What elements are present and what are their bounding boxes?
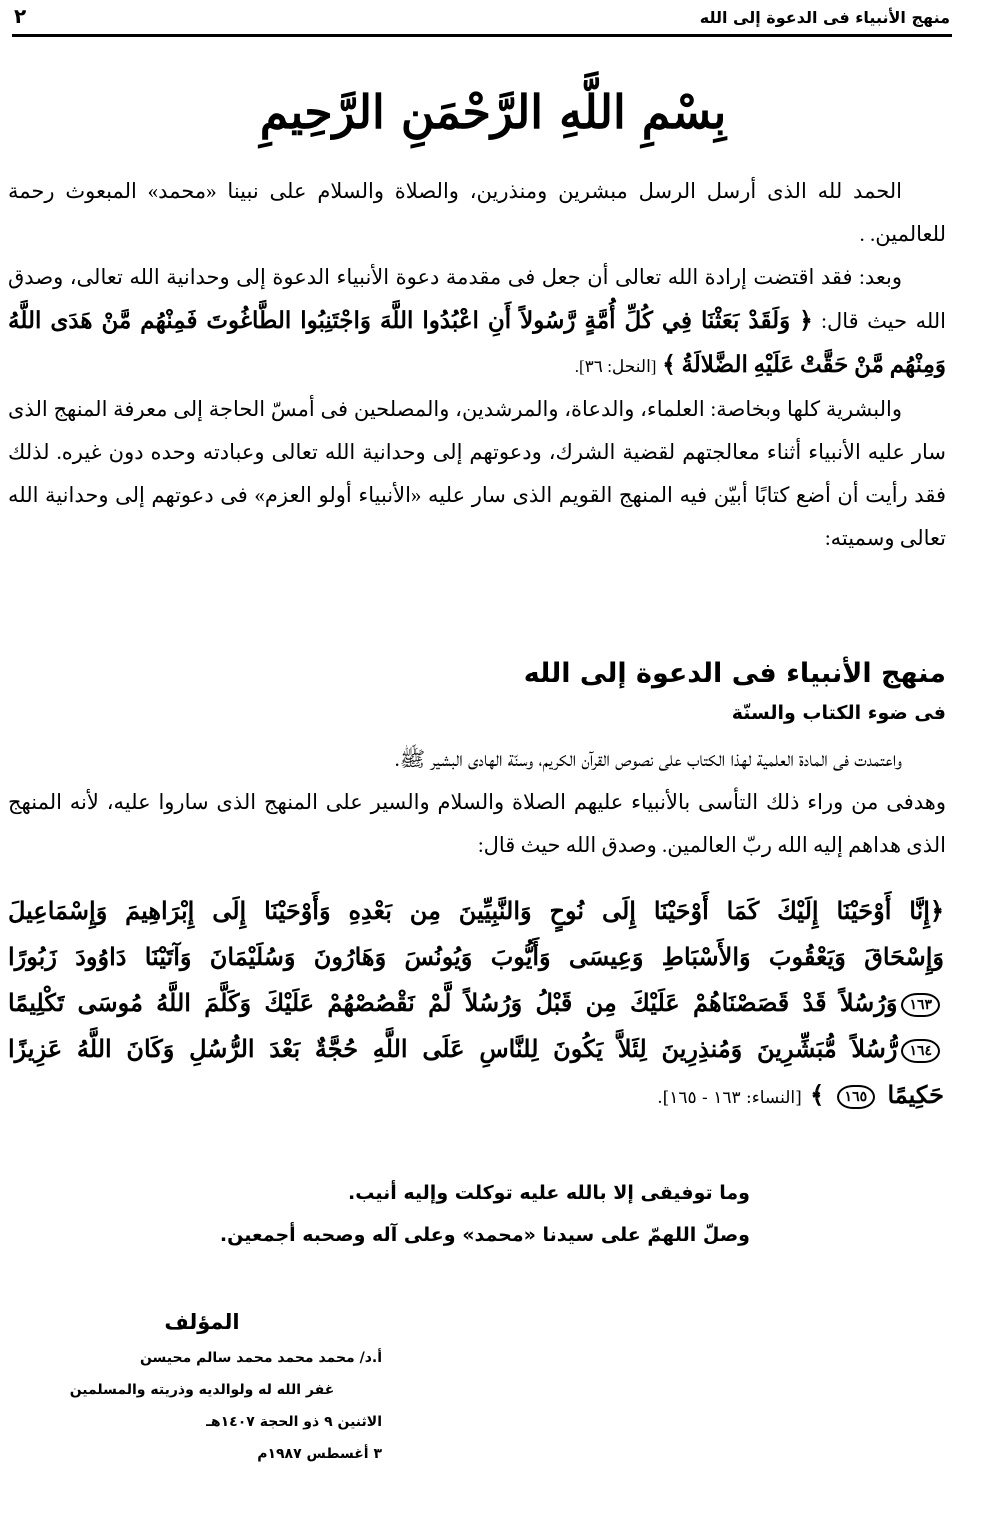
running-header-title: منهج الأنبياء فى الدعوة إلى الله — [699, 8, 950, 27]
closing-line-2: وصلّ اللهمّ على سيدنا «محمد» وعلى آله وصحبه أجمعين. — [219, 1224, 750, 1246]
hijri-date: الاثنين ٩ ذو الحجة ١٤٠٧هـ — [206, 1414, 382, 1430]
header-rule-divider — [12, 34, 952, 37]
verse-line-4: ١٦٤رُّسُلاً مُّبَشِّرِينَ وَمُنذِرِينَ لِئَلاَّ يَكُونَ لِلنَّاسِ عَلَى اللَّهِ حُجَّةٌ بَعْدَ الرُّسُلِ وَكَانَ اللَّهُ عَزِيزًا — [8, 1026, 944, 1072]
intro-paragraph-2 — [8, 256, 946, 388]
closing-line-1: وما توفيقى إلا بالله عليه توكلت وإليه أنيب. — [348, 1182, 750, 1204]
quran-verse-block — [8, 888, 944, 1121]
author-signature-block — [22, 1302, 382, 1470]
verse-line-3: ١٦٣وَرُسُلاً قَدْ قَصَصْنَاهُمْ عَلَيْكَ مِن قَبْلُ وَرُسُلاً لَّمْ نَقْصُصْهُمْ عَلَيْكَ وَكَلَّمَ اللَّهُ مُوسَى تَكْلِيمًا — [8, 980, 944, 1026]
book-title-sub: فى ضوء الكتاب والسنّة — [731, 702, 946, 724]
intro-section — [8, 170, 946, 560]
verse-reference: [النساء: ١٦٣ - ١٦٥]. — [657, 1088, 802, 1108]
book-title-block — [8, 652, 946, 730]
signature-title: المؤلف — [164, 1310, 240, 1334]
ayah-number-marker: ١٦٥ — [837, 1085, 876, 1109]
quran-verse-text: وَلَقَدْ بَعَثْنَا فِي كُلِّ أُمَّةٍ رَّسُولاً أَنِ اعْبُدُوا اللَّهَ وَاجْتَنِبُوا الطَّاغُوتَ فَمِنْهُم مَّنْ هَدَى اللَّهُ وَمِنْهُم مَّنْ حَقَّتْ عَلَيْهِ الضَّلالَةُ — [8, 308, 946, 377]
ayah-number-marker: ١٦٤ — [901, 1039, 940, 1063]
page-number: ٢ — [14, 4, 27, 28]
ornate-bracket-close-icon: ﴾ — [662, 352, 676, 377]
ornate-bracket-open-icon: ﴿ — [799, 308, 813, 333]
intro-paragraph-3: والبشرية كلها وبخاصة: العلماء، والدعاة، والمرشدين، والمصلحين فى أمسّ الحاجة إلى معرفة المنهج الذى سار عليه الأنبياء أثناء معالجتهم لقضية الشرك، ودعوتهم إلى وحدانية الله تعالى وعبادته وحده دون غيره. لذلك فقد رأيت أن أضع كتابًا أبيّن فيه المنهج القويم الذى سار عليه «الأنبياء أولو العزم» فى دعوتهم إلى وحدانية الله تعالى وسميته: — [8, 397, 946, 550]
ayah-number-marker: ١٦٣ — [901, 993, 940, 1017]
gregorian-date: ٣ أغسطس ١٩٨٧م — [257, 1446, 382, 1462]
verse-line-5: حَكِيمًا ١٦٥ ﴾ [النساء: ١٦٣ - ١٦٥]. — [657, 1080, 944, 1109]
book-title-main: منهج الأنبياء فى الدعوة إلى الله — [523, 658, 946, 689]
ornate-bracket-close-icon: ﴾ — [810, 1080, 825, 1109]
author-prayer: غفر الله له ولوالديه وذريته والمسلمين — [69, 1382, 335, 1398]
sources-paragraph-2: وهدفى من وراء ذلك التأسى بالأنبياء عليهم الصلاة والسلام والسير على المنهج الذى ساروا عليه، لأنه المنهج الذى هداهم إليه الله ربّ العالمين. وصدق الله حيث قال: — [8, 790, 946, 857]
intro-paragraph-1: الحمد لله الذى أرسل الرسل مبشرين ومنذرين، والصلاة والسلام على نبينا «محمد» المبعوث رحمة للعالمين. . — [8, 179, 946, 246]
intro-paragraph-2-lead: وبعد: فقد اقتضت إرادة الله تعالى أن جعل فى مقدمة دعوة الأنبياء الدعوة إلى وحدانية الله تعالى، وصدق الله حيث قال: — [8, 265, 947, 333]
basmala-calligraphy: بِسْمِ اللَّهِ الرَّحْمَنِ الرَّحِيمِ — [259, 85, 727, 139]
sources-paragraph-1: واعتمدت فى المادة العلمية لهذا الكتاب على نصوص القرآن الكريم، وسنّة الهادى البشير ﷺ. — [394, 747, 902, 771]
author-name: أ.د/ محمد محمد محمد سالم محيسن — [139, 1350, 382, 1366]
ornate-bracket-open-icon: ﴿ — [929, 896, 944, 925]
verse-line-1: ﴿إِنَّا أَوْحَيْنَا إِلَيْكَ كَمَا أَوْحَيْنَا إِلَى نُوحٍ وَالنَّبِيِّينَ مِن بَعْدِهِ وَأَوْحَيْنَا إِلَى إِبْرَاهِيمَ وَإِسْمَاعِيلَ — [8, 896, 944, 925]
verse-line-2: وَإِسْحَاقَ وَيَعْقُوبَ وَالأَسْبَاطِ وَعِيسَى وَأَيُّوبَ وَيُونُسَ وَهَارُونَ وَسُلَيْمَانَ وَآتَيْنَا دَاوُودَ زَبُورًا — [8, 942, 944, 971]
quran-quote-nahl — [8, 308, 946, 377]
sources-section — [8, 738, 946, 867]
verse-reference: [النحل: ٣٦]. — [574, 357, 657, 376]
